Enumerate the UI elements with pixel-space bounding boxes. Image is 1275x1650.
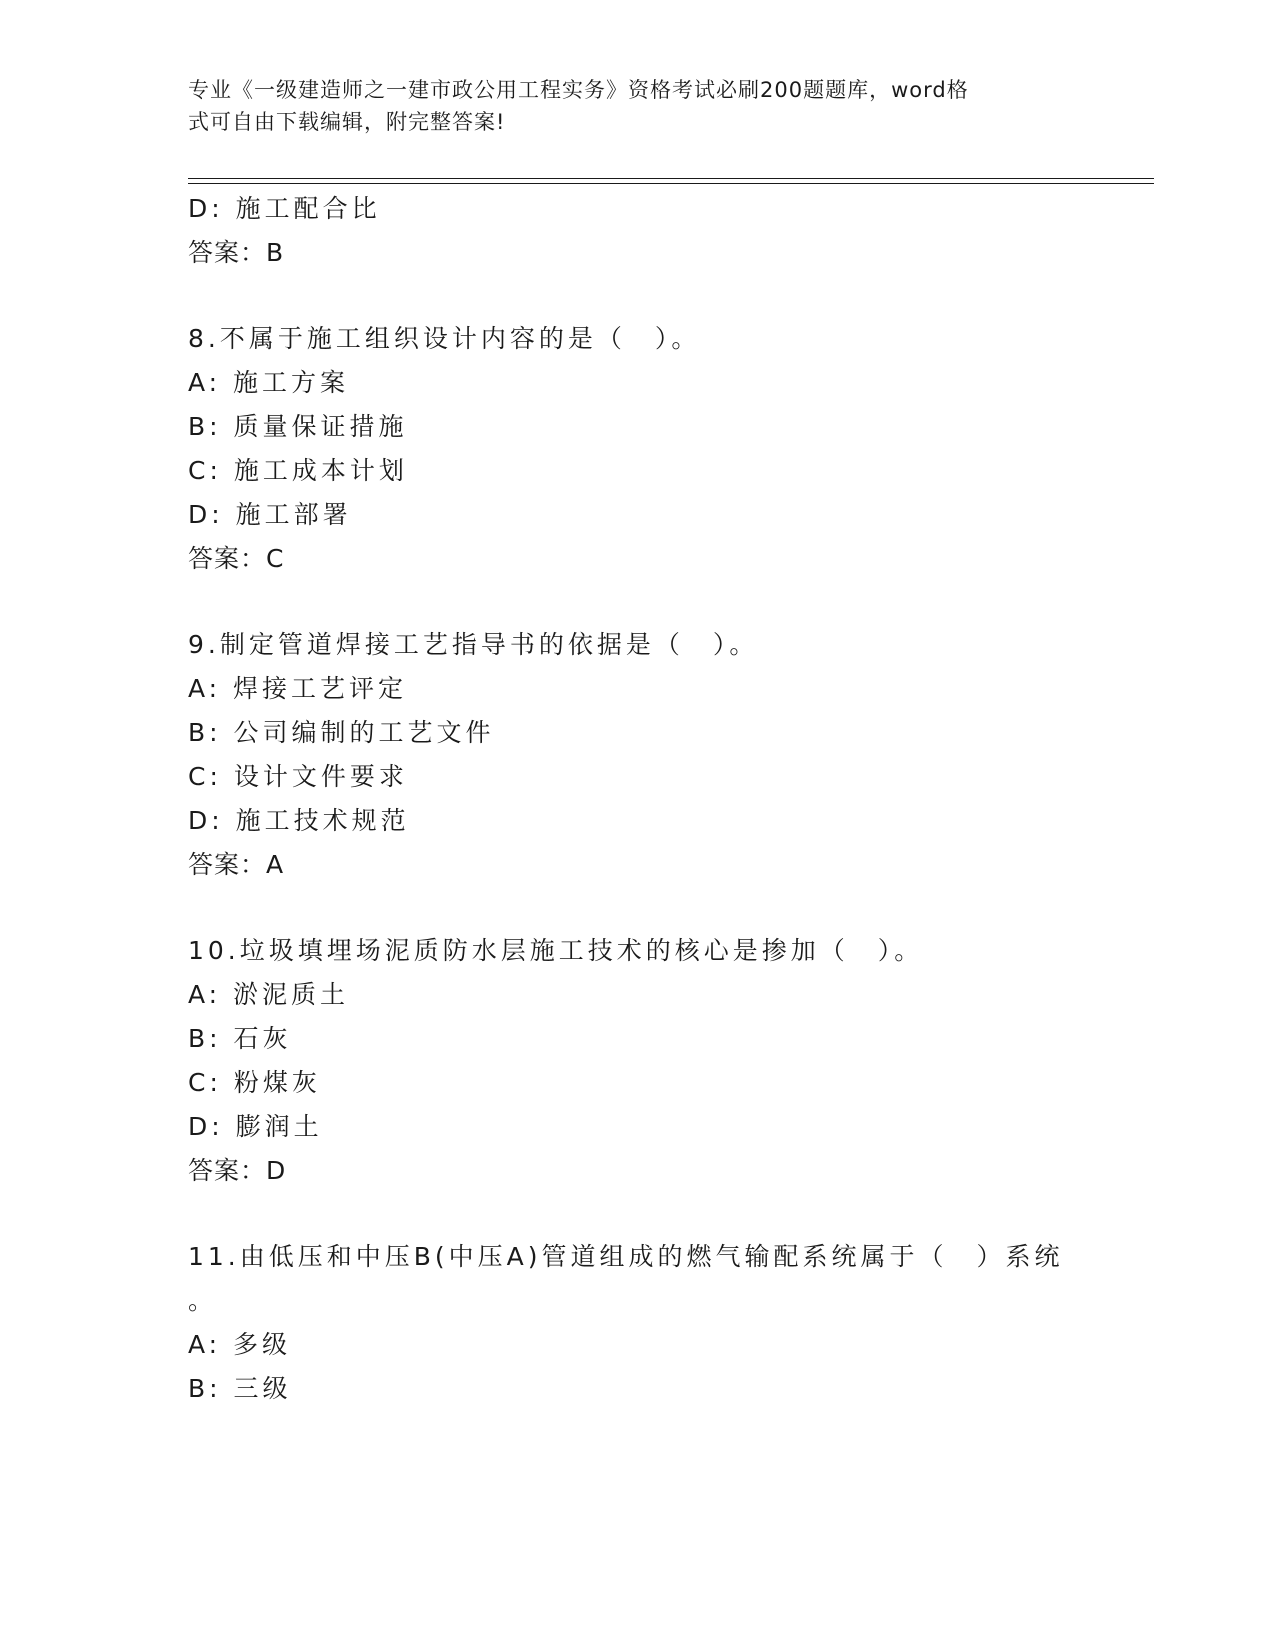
q9-question: 9.制定管道焊接工艺指导书的依据是（ ）。 (188, 630, 759, 659)
header-divider-bottom (188, 183, 1154, 184)
q9-option-d: D: 施工技术规范 (188, 806, 410, 835)
q9-option-c: C: 设计文件要求 (188, 762, 408, 791)
header-divider-top (188, 178, 1154, 179)
q9-option-b: B: 公司编制的工艺文件 (188, 718, 495, 747)
q7-option-d: D: 施工配合比 (188, 194, 381, 223)
q10-question: 10.垃圾填埋场泥质防水层施工技术的核心是掺加（ ）。 (188, 936, 924, 965)
q9-option-a: A: 焊接工艺评定 (188, 674, 408, 703)
q8-option-a: A: 施工方案 (188, 368, 350, 397)
q9-answer: 答案：A (188, 850, 285, 879)
q10-option-d: D: 膨润土 (188, 1112, 323, 1141)
q7-answer: 答案：B (188, 238, 285, 267)
q11-option-b: B: 三级 (188, 1374, 292, 1403)
q10-answer: 答案：D (188, 1156, 287, 1185)
q10-option-c: C: 粉煤灰 (188, 1068, 321, 1097)
header-line-1: 专业《一级建造师之一建市政公用工程实务》资格考试必刷200题题库，word格 (188, 78, 969, 102)
q10-option-a: A: 淤泥质土 (188, 980, 350, 1009)
q11-option-a: A: 多级 (188, 1330, 292, 1359)
q8-option-b: B: 质量保证措施 (188, 412, 408, 441)
q11-question-line-1: 11.由低压和中压B(中压A)管道组成的燃气输配系统属于（ ）系统 (188, 1242, 1064, 1271)
q10-option-b: B: 石灰 (188, 1024, 292, 1053)
header-line-2: 式可自由下载编辑，附完整答案! (188, 110, 506, 134)
q11-question-line-2: 。 (188, 1286, 218, 1315)
q8-question: 8.不属于施工组织设计内容的是（ ）。 (188, 324, 701, 353)
q8-option-c: C: 施工成本计划 (188, 456, 408, 485)
document-header (188, 74, 1068, 138)
q8-option-d: D: 施工部署 (188, 500, 352, 529)
q8-answer: 答案：C (188, 544, 285, 573)
